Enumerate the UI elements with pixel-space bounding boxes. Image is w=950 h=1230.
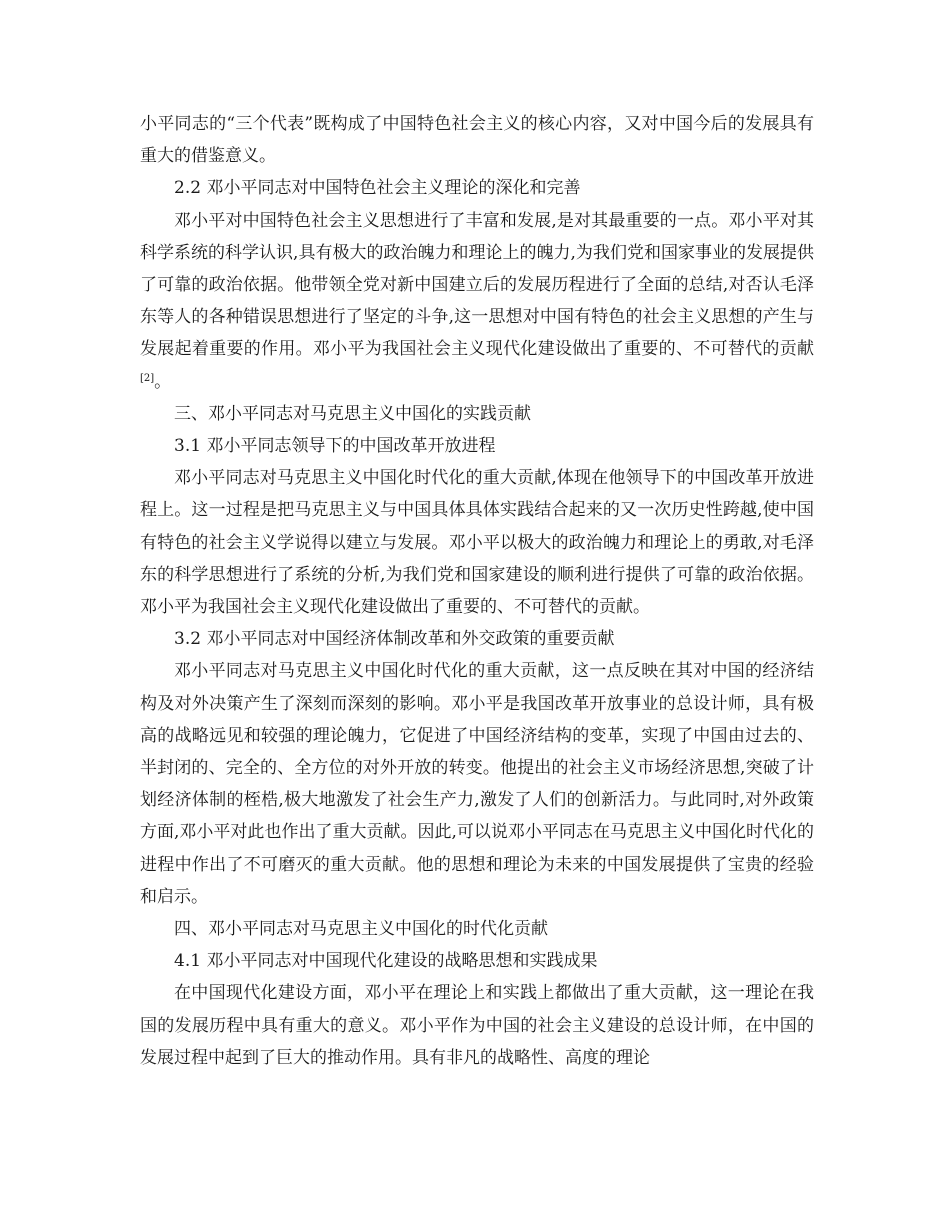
paragraph-2-2-end: 。 [154, 371, 172, 392]
paragraph-2-2 [140, 205, 814, 398]
section-heading-3: 三、邓小平同志对马克思主义中国化的实践贡献 [174, 403, 531, 424]
section-heading-3-1: 3.1 邓小平同志领导下的中国改革开放进程 [174, 436, 496, 457]
paragraph-4-1: 在中国现代化建设方面，邓小平在理论上和实践上都做出了重大贡献，这一理论在我国的发展历程中具有重大的意义。邓小平作为中国的社会主义建设的总设计师，在中国的发展过程中起到了巨大的推动作用。具有非凡的战略性、高度的理论 [140, 983, 814, 1068]
paragraph-3-1: 邓小平同志对马克思主义中国化时代化的重大贡献,体现在他领导下的中国改革开放进程上。这一过程是把马克思主义与中国具体具体实践结合起来的又一次历史性跨越,使中国有特色的社会主义学说得以建立与发展。邓小平以极大的政治魄力和理论上的勇敢,对毛泽东的科学思想进行了系统的分析,为我们党和国家建设的顺利进行提供了可靠的政治依据。邓小平为我国社会主义现代化建设做出了重要的、不可替代的贡献。 [140, 468, 814, 618]
section-heading-3-2: 3.2 邓小平同志对中国经济体制改革和外交政策的重要贡献 [174, 629, 615, 650]
paragraph-3-2: 邓小平同志对马克思主义中国化时代化的重大贡献，这一点反映在其对中国的经济结构及对外决策产生了深刻而深刻的影响。邓小平是我国改革开放事业的总设计师，具有极高的战略远见和较强的理论魄力，它促进了中国经济结构的变革，实现了中国由过去的、半封闭的、完全的、全方位的对外开放的转变。他提出的社会主义市场经济思想,突破了计划经济体制的桎梏,极大地激发了社会生产力,激发了人们的创新活力。与此同时,对外政策方面,邓小平对此也作出了重大贡献。因此,可以说邓小平同志在马克思主义中国化时代化的进程中作出了不可磨灭的重大贡献。他的思想和理论为未来的中国发展提供了宝贵的经验和启示。 [140, 661, 814, 907]
citation-ref: [2] [140, 372, 155, 384]
document-body [140, 108, 814, 1074]
section-heading-4-1: 4.1 邓小平同志对中国现代化建设的战略思想和实践成果 [174, 951, 598, 972]
paragraph-continued: 小平同志的“三个代表”既构成了中国特色社会主义的核心内容，又对中国今后的发展具有重大的借鉴意义。 [140, 114, 814, 167]
section-heading-2-2: 2.2 邓小平同志对中国特色社会主义理论的深化和完善 [174, 178, 581, 199]
paragraph-2-2-text: 邓小平对中国特色社会主义思想进行了丰富和发展,是对其最重要的一点。邓小平对其科学系统的科学认识,具有极大的政治魄力和理论上的魄力,为我们党和国家事业的发展提供了可靠的政治依据。他带领全党对新中国建立后的发展历程进行了全面的总结,对否认毛泽东等人的各种错误思想进行了坚定的斗争,这一思想对中国有特色的社会主义思想的产生与发展起着重要的作用。邓小平为我国社会主义现代化建设做出了重要的、不可替代的贡献 [140, 210, 814, 360]
section-heading-4: 四、邓小平同志对马克思主义中国化的时代化贡献 [174, 919, 548, 940]
